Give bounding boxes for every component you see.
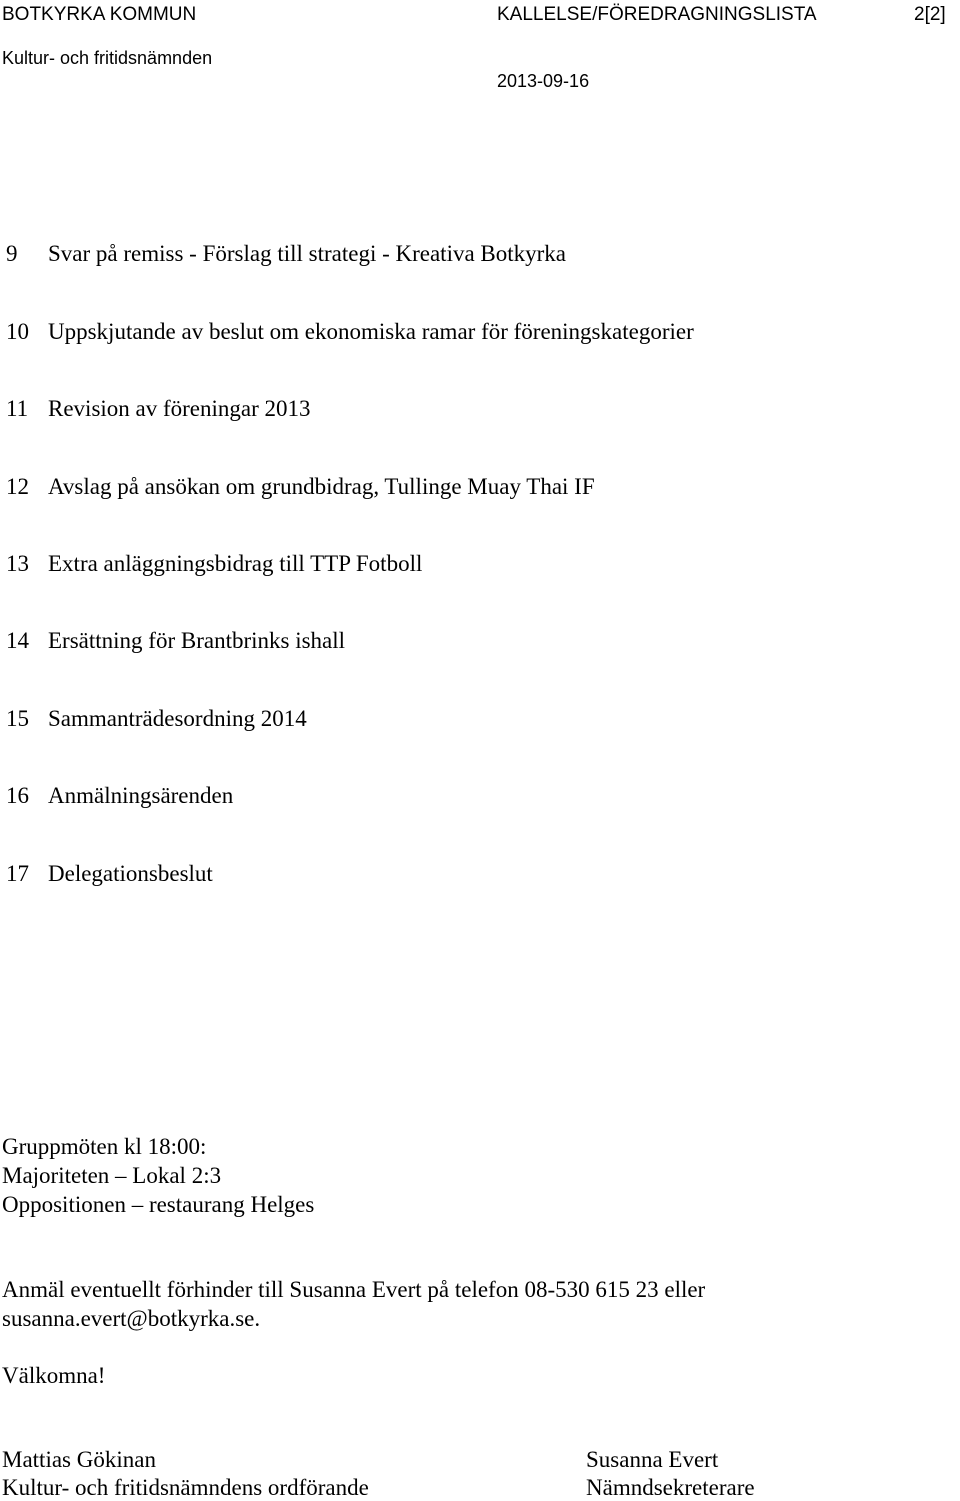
group-meetings-heading: Gruppmöten kl 18:00: [2,1134,207,1159]
agenda-item-number: 14 [6,628,29,653]
group-meeting-opposition: Oppositionen – restaurang Helges [2,1192,315,1217]
agenda-item-number: 16 [6,783,29,808]
committee-name: Kultur- och fritidsnämnden [2,48,213,68]
signatory-left-role: Kultur- och fritidsnämndens ordförande [2,1475,369,1500]
agenda-item-number: 12 [6,474,29,499]
agenda-item-title: Avslag på ansökan om grundbidrag, Tullinge Muay Thai IF [48,474,595,499]
page-number: 2[2] [914,4,946,25]
agenda-item-number: 17 [6,861,29,886]
agenda-item-number: 15 [6,706,29,731]
agenda-item-number: 10 [6,319,29,344]
document-type: KALLELSE/FÖREDRAGNINGSLISTA [497,4,817,25]
agenda-item-title: Extra anläggningsbidrag till TTP Fotboll [48,551,423,576]
agenda-item-title: Ersättning för Brantbrinks ishall [48,628,346,653]
agenda-item-title: Delegationsbeslut [48,861,213,886]
contact-email: susanna.evert@botkyrka.se. [2,1306,261,1331]
signatory-right-name: Susanna Evert [586,1447,719,1472]
welcome-text: Välkomna! [2,1363,106,1388]
group-meeting-majority: Majoriteten – Lokal 2:3 [2,1163,222,1188]
signatory-right-role: Nämndsekreterare [586,1475,755,1500]
agenda-item-number: 11 [6,396,29,421]
signatory-left-name: Mattias Gökinan [2,1447,156,1472]
agenda-item-title: Revision av föreningar 2013 [48,396,311,421]
agenda-item-number: 13 [6,551,29,576]
absence-notice-line: Anmäl eventuellt förhinder till Susanna Evert på telefon 08-530 615 23 eller [2,1277,706,1302]
organization-name: BOTKYRKA KOMMUN [2,4,197,25]
agenda-item-title: Anmälningsärenden [48,783,234,808]
document-date: 2013-09-16 [497,71,590,91]
agenda-item-title: Uppskjutande av beslut om ekonomiska ramar för föreningskategorier [48,319,694,344]
agenda-item-title: Sammanträdesordning 2014 [48,706,307,731]
agenda-item-number: 9 [6,241,18,266]
agenda-item-title: Svar på remiss - Förslag till strategi - Kreativa Botkyrka [48,241,567,266]
